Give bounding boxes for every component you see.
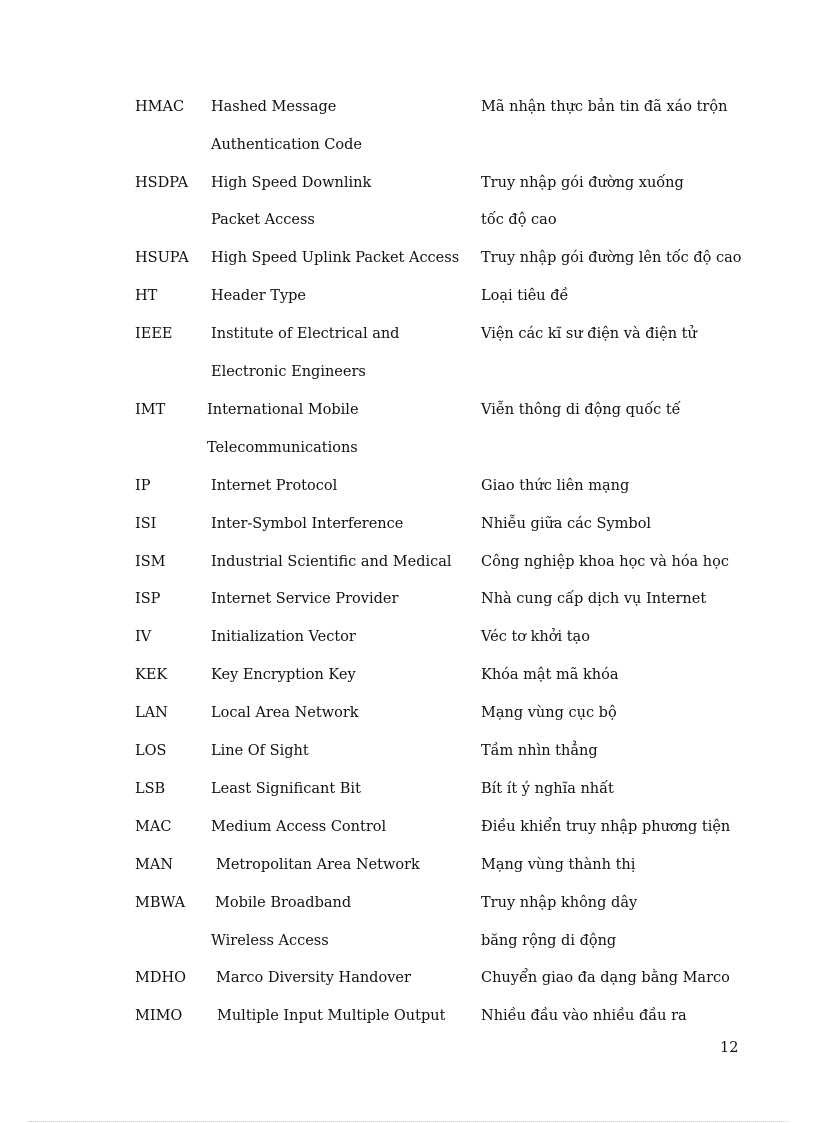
glossary-row (0, 210, 816, 248)
english-term: Wireless Access (211, 933, 329, 949)
english-term: High Speed Uplink Packet Access (211, 250, 460, 266)
glossary-row (0, 286, 816, 324)
page-bottom-divider (28, 1121, 788, 1122)
vietnamese-term: Truy nhập gói đường lên tốc độ cao (481, 250, 742, 266)
glossary-row (0, 779, 816, 817)
abbreviation: ISI (135, 516, 157, 532)
abbreviation: MIMO (135, 1008, 183, 1024)
abbreviation: HSDPA (135, 175, 189, 191)
vietnamese-term: Viễn thông di động quốc tế (481, 402, 681, 418)
abbreviation: HMAC (135, 99, 185, 115)
glossary-row (0, 173, 816, 211)
glossary-row (0, 893, 816, 931)
vietnamese-term: Bít ít ý nghĩa nhất (481, 781, 614, 797)
vietnamese-term: Mạng vùng thành thị (481, 857, 636, 873)
english-term: Key Encryption Key (211, 667, 356, 683)
english-term: Internet Protocol (211, 478, 338, 494)
abbreviation: LOS (135, 743, 167, 759)
english-term: Marco Diversity Handover (216, 970, 411, 986)
english-term: Line Of Sight (211, 743, 309, 759)
vietnamese-term: Nhà cung cấp dịch vụ Internet (481, 591, 707, 607)
glossary-row (0, 362, 816, 400)
glossary-row (0, 97, 816, 135)
abbreviation: LAN (135, 705, 168, 721)
vietnamese-term: Mạng vùng cục bộ (481, 705, 617, 721)
english-term: Initialization Vector (211, 629, 356, 645)
glossary-row (0, 248, 816, 286)
vietnamese-term: Công nghiệp khoa học và hóa học (481, 554, 729, 570)
vietnamese-term: Loại tiêu đề (481, 288, 569, 304)
glossary-row (0, 855, 816, 893)
glossary-row (0, 589, 816, 627)
vietnamese-term: Khóa mật mã khóa (481, 667, 619, 683)
abbreviation: IMT (135, 402, 166, 418)
glossary-row (0, 514, 816, 552)
vietnamese-term: Nhiễu giữa các Symbol (481, 516, 652, 532)
vietnamese-term: Mã nhận thực bản tin đã xáo trộn (481, 99, 728, 115)
english-term: Inter-Symbol Interference (211, 516, 404, 532)
abbreviation: ISM (135, 554, 166, 570)
english-term: High Speed Downlink (211, 175, 372, 191)
english-term: Metropolitan Area Network (216, 857, 420, 873)
glossary-row (0, 665, 816, 703)
english-term: Least Significant Bit (211, 781, 361, 797)
vietnamese-term: tốc độ cao (481, 212, 557, 228)
vietnamese-term: Truy nhập gói đường xuống (481, 175, 684, 191)
glossary-row (0, 476, 816, 514)
abbreviation: IV (135, 629, 152, 645)
english-term: Multiple Input Multiple Output (217, 1008, 446, 1024)
vietnamese-term: Tầm nhìn thẳng (481, 743, 598, 759)
glossary-row (0, 741, 816, 779)
english-term: Packet Access (211, 212, 315, 228)
glossary-row (0, 552, 816, 590)
abbreviation: MBWA (135, 895, 186, 911)
glossary-row (0, 627, 816, 665)
abbreviation: MDHO (135, 970, 187, 986)
abbreviation: HSUPA (135, 250, 189, 266)
abbreviation: ISP (135, 591, 161, 607)
abbreviation: IEEE (135, 326, 173, 342)
english-term: Institute of Electrical and (211, 326, 400, 342)
english-term: Local Area Network (211, 705, 359, 721)
abbreviation: KEK (135, 667, 168, 683)
abbreviation: MAC (135, 819, 172, 835)
vietnamese-term: băng rộng di động (481, 933, 617, 949)
glossary-row (0, 135, 816, 173)
english-term: Mobile Broadband (215, 895, 352, 911)
vietnamese-term: Truy nhập không dây (481, 895, 638, 911)
vietnamese-term: Điều khiển truy nhập phương tiện (481, 819, 731, 835)
english-term: Electronic Engineers (211, 364, 366, 380)
vietnamese-term: Chuyển giao đa dạng bằng Marco (481, 970, 730, 986)
english-term: Authentication Code (211, 137, 362, 153)
abbreviation: HT (135, 288, 158, 304)
english-term: Internet Service Provider (211, 591, 399, 607)
glossary-row (0, 400, 816, 438)
page-number: 12 (720, 1040, 739, 1056)
english-term: Header Type (211, 288, 307, 304)
glossary-row (0, 931, 816, 969)
glossary-row (0, 703, 816, 741)
vietnamese-term: Nhiều đầu vào nhiều đầu ra (481, 1008, 687, 1024)
english-term: Industrial Scientific and Medical (211, 554, 452, 570)
glossary-row (0, 968, 816, 1006)
english-term: International Mobile (207, 402, 359, 418)
english-term: Medium Access Control (211, 819, 387, 835)
abbreviation: MAN (135, 857, 174, 873)
abbreviation: IP (135, 478, 151, 494)
vietnamese-term: Viện các kĩ sư điện và điện tử (481, 326, 697, 342)
glossary-row (0, 1006, 816, 1044)
vietnamese-term: Véc tơ khởi tạo (481, 629, 590, 645)
english-term: Hashed Message (211, 99, 337, 115)
abbreviation: LSB (135, 781, 166, 797)
glossary-row (0, 438, 816, 476)
glossary-row (0, 324, 816, 362)
english-term: Telecommunications (207, 440, 358, 456)
glossary-row (0, 817, 816, 855)
vietnamese-term: Giao thức liên mạng (481, 478, 630, 494)
